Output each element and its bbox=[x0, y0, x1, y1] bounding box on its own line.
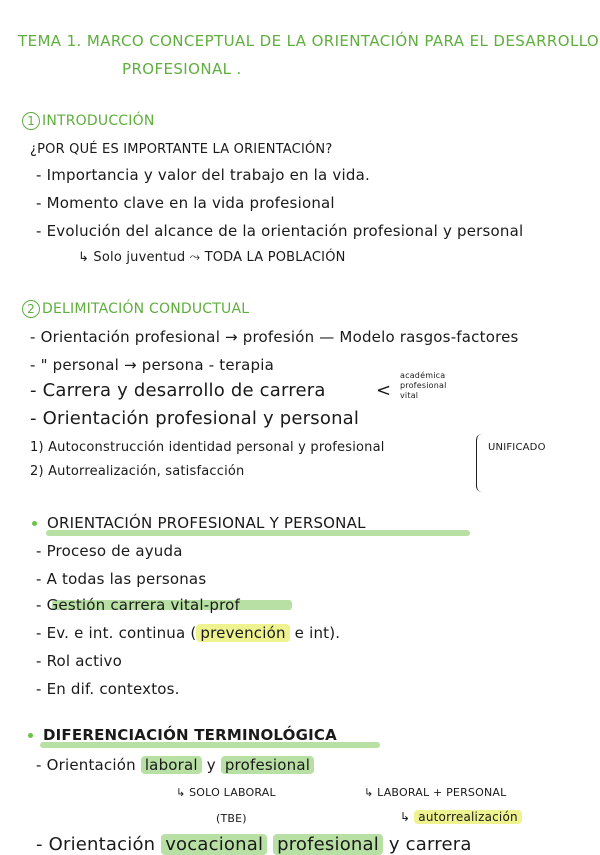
section-2-item: - Carrera y desarrollo de carrera bbox=[30, 380, 326, 401]
section-1-question: ¿POR QUÉ ES IMPORTANTE LA ORIENTACIÓN? bbox=[30, 142, 333, 157]
page-title-line2: PROFESIONAL . bbox=[122, 60, 242, 78]
bullet-dot-icon bbox=[28, 733, 33, 738]
laboral-note-2: (TBE) bbox=[216, 812, 247, 825]
section-3-item-highlighted: - Gestión carrera vital-prof bbox=[36, 596, 240, 614]
unified-label: UNIFICADO bbox=[488, 442, 546, 453]
section-2-item: - Orientación profesional y personal bbox=[30, 408, 360, 429]
section-4-item: - Orientación laboral y profesional bbox=[36, 756, 314, 774]
section-2-item: - " personal → persona - terapia bbox=[30, 356, 275, 374]
laboral-note: ↳ SOLO LABORAL bbox=[176, 786, 276, 799]
section-1-item: - Momento clave en la vida profesional bbox=[36, 194, 335, 212]
section-3-item: - Rol activo bbox=[36, 652, 122, 670]
section-3-heading: ORIENTACIÓN PROFESIONAL Y PERSONAL bbox=[32, 514, 366, 532]
section-number-badge: 1 bbox=[22, 112, 40, 130]
branch-label: académica bbox=[400, 371, 446, 380]
section-1-item: - Importancia y valor del trabajo en la vida. bbox=[36, 166, 370, 184]
profesional-note: ↳ LABORAL + PERSONAL bbox=[364, 786, 507, 799]
section-2-heading bbox=[22, 300, 249, 318]
laboral-highlight: laboral bbox=[141, 756, 202, 774]
unified-bracket bbox=[476, 434, 483, 492]
profesional-highlight: profesional bbox=[221, 756, 314, 774]
branch-label: vital bbox=[400, 391, 419, 400]
vocacional-highlight: vocacional bbox=[161, 834, 267, 855]
section-2-numbered: 2) Autorrealización, satisfacción bbox=[30, 464, 245, 479]
section-4-item: - Orientación vocacional profesional y carrera bbox=[36, 834, 472, 855]
section-4-heading: DIFERENCIACIÓN TERMINOLÓGICA bbox=[28, 726, 337, 744]
branch-label: profesional bbox=[400, 381, 447, 390]
section-1-item: - Evolución del alcance de la orientación profesional y personal bbox=[36, 222, 524, 240]
section-2-numbered: 1) Autoconstrucción identidad personal y profesional bbox=[30, 440, 385, 455]
section-2-item: - Orientación profesional → profesión — Modelo rasgos-factores bbox=[30, 328, 519, 346]
bullet-dot-icon bbox=[32, 521, 37, 526]
section-number-badge: 2 bbox=[22, 300, 40, 318]
section-1-subitem: ↳ Solo juventud ⤳ TODA LA POBLACIÓN bbox=[78, 250, 346, 265]
section-1-heading bbox=[22, 112, 155, 130]
section-3-item: - Proceso de ayuda bbox=[36, 542, 183, 560]
profesional-note-2: ↳ autorrealización bbox=[400, 810, 522, 824]
section-3-item: - A todas las personas bbox=[36, 570, 207, 588]
branch-arrow: < bbox=[376, 380, 392, 401]
section-2-title: DELIMITACIÓN CONDUCTUAL bbox=[42, 301, 250, 317]
page-title-line1: TEMA 1. MARCO CONCEPTUAL DE LA ORIENTACIÓN PARA EL DESARROLLO bbox=[18, 32, 600, 50]
autorrealizacion-highlight: autorrealización bbox=[414, 810, 522, 824]
section-3-item: - Ev. e int. continua ( prevención e int). bbox=[36, 624, 341, 642]
section-3-item: - En dif. contextos. bbox=[36, 680, 180, 698]
prevention-highlight: prevención bbox=[196, 624, 289, 642]
section-1-title: INTRODUCCIÓN bbox=[42, 113, 155, 129]
profesional-highlight: profesional bbox=[273, 834, 383, 855]
